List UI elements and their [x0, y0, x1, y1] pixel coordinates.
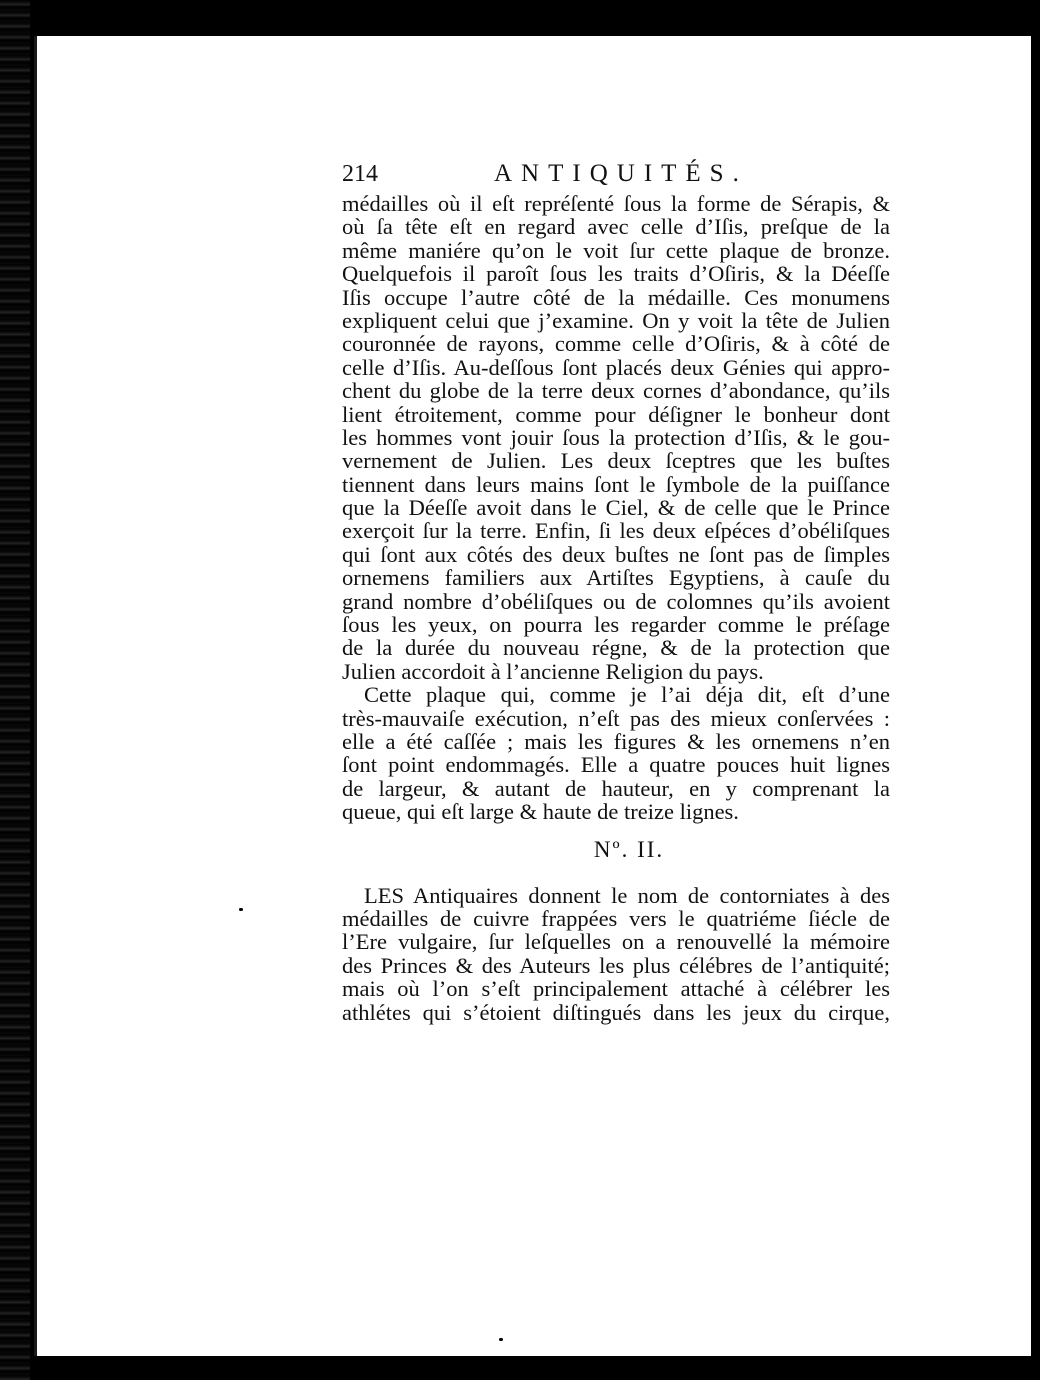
text-line: Iſis occupe l’autre côté de la médaille. Ces monumens — [342, 284, 890, 310]
page-number: 214 — [342, 161, 378, 187]
text-line: vernement de Julien. Les deux ſceptres que les buſtes — [342, 448, 890, 474]
text-line: queue, qui eſt large & haute de treize lignes. — [342, 799, 739, 825]
ink-speck — [499, 1338, 503, 1341]
text-line: ſont point endommagés. Elle a quatre pouces huit lignes — [342, 752, 890, 778]
text-line: même maniére qu’on le voit ſur cette plaque de bronze. — [342, 237, 890, 263]
text-line: l’Ere vulgaire, ſur leſquelles on a renouvellé la mémoire — [342, 929, 890, 955]
section-heading: Nº. II. — [593, 836, 665, 862]
text-line: expliquent celui que j’examine. On y voit la tête de Julien — [342, 307, 890, 333]
text-line: où ſa tête eſt en regard avec celle d’Iſis, preſque de la — [342, 214, 890, 240]
text-line: lient étroitement, comme pour déſigner le bonheur dont — [342, 401, 890, 427]
text-line: celle d’Iſis. Au-deſſous ſont placés deux Génies qui appro- — [342, 354, 890, 380]
paragraph-1 — [342, 192, 890, 683]
text-line: des Princes & des Auteurs les plus célébres de l’antiquité; — [342, 952, 890, 978]
text-line: les hommes vont jouir ſous la protection d’Iſis, & le gou- — [342, 424, 890, 450]
book-edge — [0, 0, 30, 1380]
text-line: de largeur, & autant de hauteur, en y comprenant la — [342, 775, 890, 801]
running-title: ANTIQUITÉS. — [494, 160, 748, 187]
text-line: ſous les yeux, on pourra les regarder comme le préſage — [342, 612, 890, 638]
text-line: très-mauvaiſe exécution, n’eſt pas des mieux conſervées : — [342, 705, 890, 731]
text-line: elle a été caſſée ; mais les figures & les ornemens n’en — [342, 728, 890, 754]
text-block — [342, 160, 890, 1024]
text-line: exerçoit ſur la terre. Enfin, ſi les deux eſpéces d’obéliſques — [342, 518, 890, 544]
text-line: grand nombre d’obéliſques ou de colomnes qu’ils avoient — [342, 588, 890, 614]
text-line: chent du globe de la terre deux cornes d’abondance, qu’ils — [342, 378, 890, 404]
text-line: athlétes qui s’étoient diſtingués dans les jeux du cirque, — [342, 999, 890, 1025]
text-line: médailles de cuivre frappées vers le quatriéme ſiécle de — [342, 905, 890, 931]
text-line: couronnée de rayons, comme celle d’Oſiris, & à côté de — [342, 331, 890, 357]
text-line: ornemens familiers aux Artiſtes Egyptiens, à cauſe du — [342, 565, 890, 591]
text-line: que la Déeſſe avoit dans le Ciel, & de celle que le Prince — [342, 495, 890, 521]
text-line: mais où l’on s’eſt principalement attaché à célébrer les — [342, 976, 890, 1002]
text-line: tiennent dans leurs mains ſont le ſymbole de la puiſſance — [342, 471, 890, 497]
text-line: de la durée du nouveau régne, & de la protection que — [342, 635, 890, 661]
text-line: qui ſont aux côtés des deux buſtes ne ſont pas de ſimples — [342, 541, 890, 567]
ink-speck — [239, 908, 243, 911]
running-head — [342, 160, 890, 192]
text-line: LES Antiquaires donnent le nom de contorniates à des — [364, 882, 890, 908]
text-line: Cette plaque qui, comme je l’ai déja dit, eſt d’une — [364, 682, 890, 708]
paragraph-2 — [342, 683, 890, 823]
text-line: Julien accordoit à l’ancienne Religion du pays. — [342, 658, 764, 684]
paragraph-3 — [342, 884, 890, 1024]
text-line: Quelquefois il paroît ſous les traits d’Oſiris, & la Déeſſe — [342, 261, 890, 287]
text-line: médailles où il eſt repréſenté ſous la forme de Sérapis, & — [342, 191, 890, 216]
